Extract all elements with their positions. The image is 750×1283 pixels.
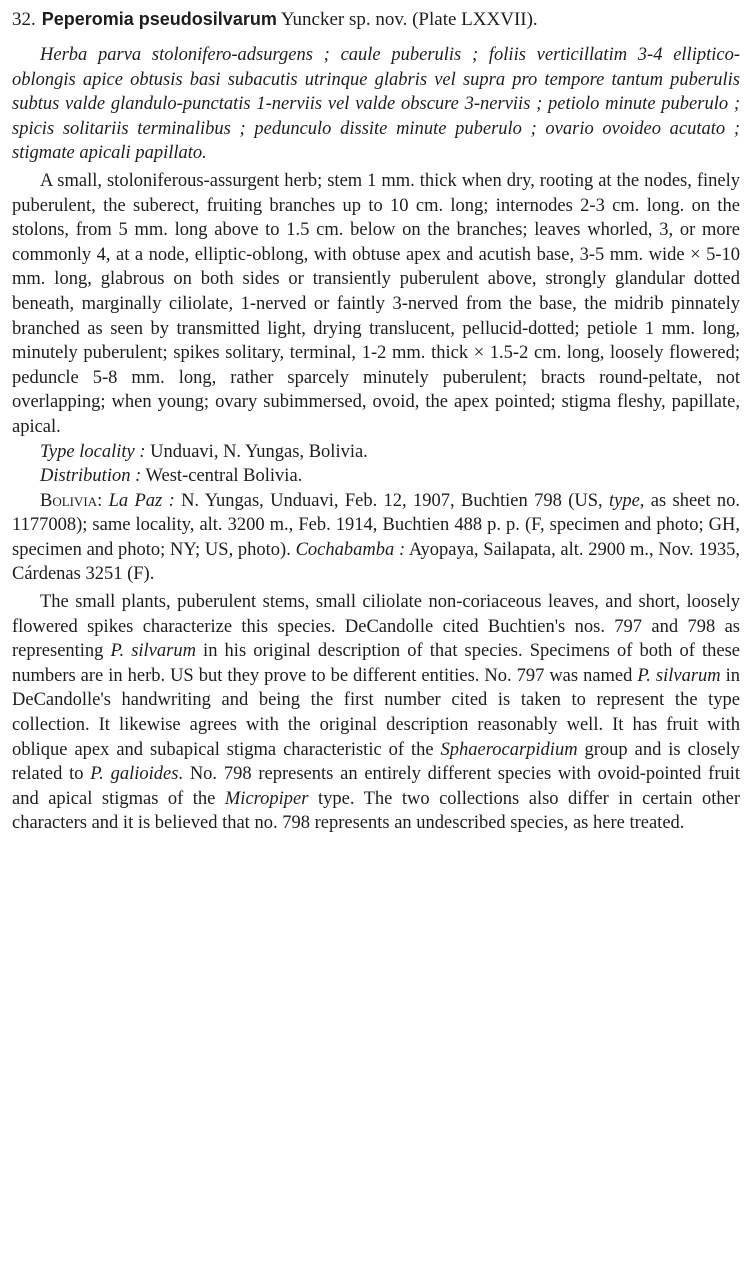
distribution-label: Distribution : <box>40 466 142 487</box>
species-heading <box>12 6 740 33</box>
specimens-text-2: , as sheet no. 1177008); same locality, alt. 3200 m., Feb. 1914, Buchtien 488 p. p. (F, specimen and photo; GH, specimen and photo; NY; US, photo). <box>12 490 740 560</box>
species-name: Peperomia pseudosilvarum <box>41 9 277 29</box>
distribution-value: West-central Bolivia. <box>145 466 303 487</box>
english-description: A small, stoloniferous-assurgent herb; stem 1 mm. thick when dry, rooting at the nodes, finely puberulent, the suberect, fruiting branches up to 10 cm. long; internodes 2-3 cm. long. on the stolons, from 5 mm. long above to 1.5 cm. below on the branches; leaves whorled, 3, or more commonly 4, at a node, elliptic-oblong, with obtuse apex and acutish base, 3-5 mm. wide × 5-10 mm. long, glabrous on both sides or transiently puberulent above, strongly glandular dotted beneath, marginally ciliolate, 1-nerved or faintly 3-nerved from the base, the midrib pinnately branched as seen by transmitted light, drying translucent, pellucid-dotted; petiole 1 mm. long, minutely puberulent; spikes solitary, terminal, 1-2 mm. thick × 1.5-2 cm. long, loosely flowered; peduncle 5-8 mm. long, rather sparcely minutely puberulent; bracts round-peltate, not overlapping; when young; ovary subimmersed, ovoid, the apex pointed; stigma fleshy, papillate, apical. <box>12 170 740 437</box>
discussion-text-5: . No. 798 represents an entirely different species with ovoid-pointed fruit and apical stigmas of the <box>12 764 741 809</box>
document-page <box>12 6 740 836</box>
discussion-group-2: Micropiper <box>224 788 309 809</box>
type-locality-value: Unduavi, N. Yungas, Bolivia. <box>150 441 368 462</box>
discussion-text-2: in his original description of that species. Specimens of both of these numbers are in herb. US but they prove to be different entities. No. 797 was named <box>12 641 741 686</box>
specimens-text-1: N. Yungas, Unduavi, Feb. 12, 1907, Buchtien 798 (US, <box>174 490 609 511</box>
discussion-taxon-1: P. silvarum <box>110 641 196 662</box>
discussion-taxon-2: P. silvarum <box>637 665 721 686</box>
species-authority: Yuncker sp. nov. (Plate LXXVII). <box>280 9 538 30</box>
specimens-region-la-paz: La Paz : <box>108 490 175 511</box>
discussion-text-6: type. The two collections also differ in certain other characters and it is believed that no. 798 represents an undescribed species, as here treated. <box>12 788 740 834</box>
type-locality <box>12 440 740 465</box>
type-locality-label: Type locality : <box>40 441 146 462</box>
discussion-text-4: group and is closely related to <box>12 739 740 785</box>
discussion-text-3: in DeCandolle's handwriting and being the first number cited is taken to represent the type collection. It likewise agrees with the original description reasonably well. It has fruit with oblique apex and subapical stigma characteristic of the <box>12 665 740 760</box>
specimens-country: Bolivia <box>40 490 98 511</box>
latin-description: Herba parva stolonifero-adsurgens ; caule puberulis ; foliis verticillatim 3-4 elliptico-oblongis apice obtusis basi subacutis utrinque glabris vel supra pro tempore tantum puberulis subtus valde glandulo-punctatis 1-nerviis vel valde obscure 3-nerviis ; petiolo minute puberulo ; spicis solitariis terminalibus ; pedunculo dissite minute puberulo ; ovario ovoideo acutato ; stigmate apicali papillato. <box>12 45 740 164</box>
discussion-group-1: Sphaerocarpidium <box>440 739 578 760</box>
species-number: 32. <box>12 9 36 30</box>
specimens-text-3: Ayopaya, Sailapata, alt. 2900 m., Nov. 1935, Cárdenas 3251 (F). <box>12 539 741 585</box>
specimens-sep: : <box>97 490 109 511</box>
specimens-type-word: type <box>608 490 640 511</box>
discussion-text-1: The small plants, puberulent stems, small ciliolate non-coriaceous leaves, and short, loosely flowered spikes characterize this species. DeCandolle cited Buchtien's nos. 797 and 798 as representing <box>12 592 740 662</box>
specimens-cited <box>12 489 740 587</box>
specimens-region-cochabamba: Cochabamba : <box>295 539 406 560</box>
discussion-taxon-3: P. galioides <box>90 764 179 785</box>
discussion <box>12 590 740 836</box>
distribution <box>12 464 740 489</box>
